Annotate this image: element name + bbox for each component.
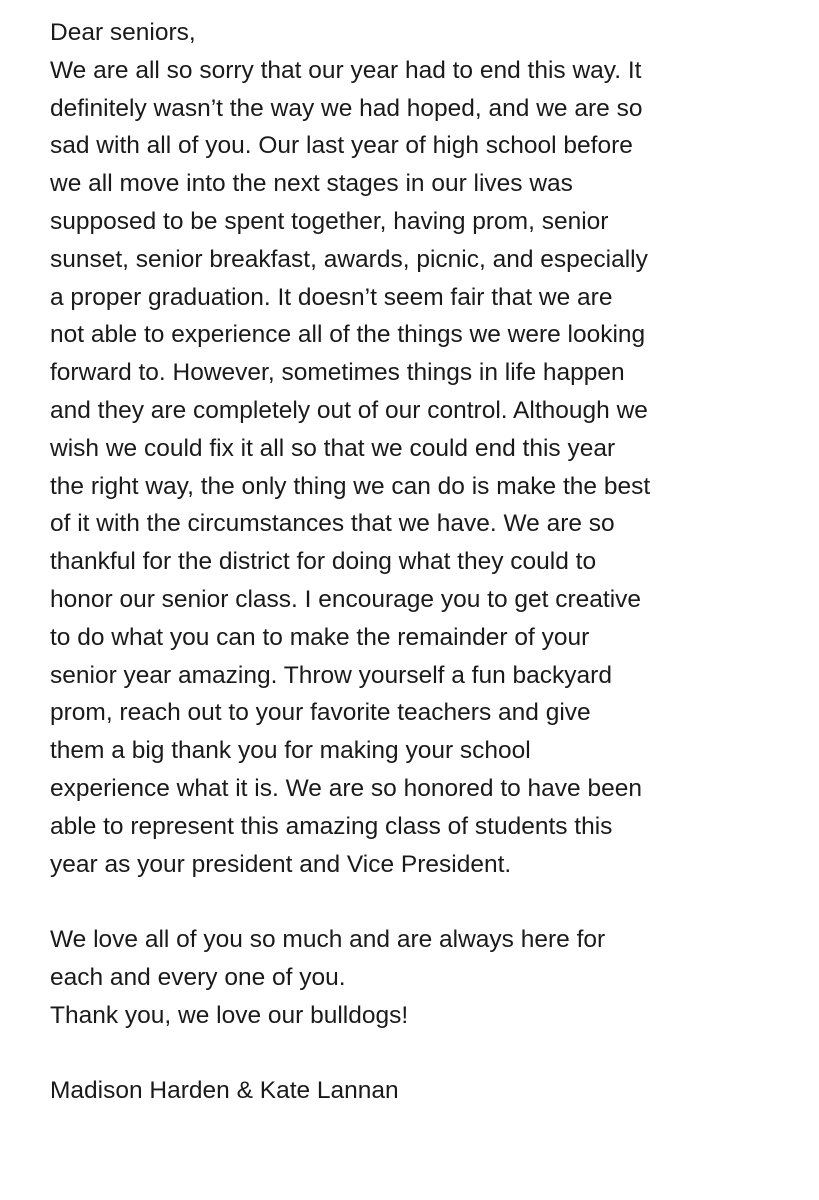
letter-salutation: Dear seniors, (50, 19, 196, 46)
letter-body (50, 52, 799, 884)
letter-closing (50, 921, 799, 1034)
body-line: not able to experience all of the things we were looking (50, 321, 646, 349)
body-line: them a big thank you for making your school (50, 737, 531, 765)
body-line: experience what it is. We are so honored to have been (50, 774, 642, 802)
body-line: a proper graduation. It doesn’t seem fair that we are (50, 283, 613, 311)
body-line: sunset, senior breakfast, awards, picnic, and especially (50, 245, 648, 273)
body-line: wish we could fix it all so that we could end this year (50, 434, 616, 462)
body-line: to do what you can to make the remainder of your (50, 623, 590, 651)
body-line: We are all so sorry that our year had to end this way. It (50, 56, 642, 84)
paragraph-gap (50, 883, 799, 921)
body-line: prom, reach out to your favorite teachers and give (50, 699, 591, 727)
body-line: sad with all of you. Our last year of high school before (50, 132, 633, 160)
body-line: year as your president and Vice President. (50, 850, 512, 878)
body-line: supposed to be spent together, having prom, senior (50, 207, 609, 235)
body-line: definitely wasn’t the way we had hoped, and we are so (50, 94, 643, 122)
closing-line: Thank you, we love our bulldogs! (50, 1001, 409, 1029)
body-line: honor our senior class. I encourage you to get creative (50, 585, 642, 613)
letter-signature: Madison Harden & Kate Lannan (50, 1077, 399, 1105)
body-line: able to represent this amazing class of students this (50, 812, 613, 840)
body-line: and they are completely out of our control. Although we (50, 396, 648, 424)
paragraph-gap (50, 1035, 799, 1073)
body-line: senior year amazing. Throw yourself a fun backyard (50, 661, 612, 689)
body-line: thankful for the district for doing what they could to (50, 548, 597, 576)
body-line: of it with the circumstances that we have. We are so (50, 510, 615, 538)
closing-line: each and every one of you. (50, 963, 346, 991)
closing-line: We love all of you so much and are always here for (50, 926, 606, 954)
body-line: we all move into the next stages in our lives was (50, 170, 573, 198)
body-line: the right way, the only thing we can do is make the best (50, 472, 651, 500)
body-line: forward to. However, sometimes things in life happen (50, 359, 625, 387)
